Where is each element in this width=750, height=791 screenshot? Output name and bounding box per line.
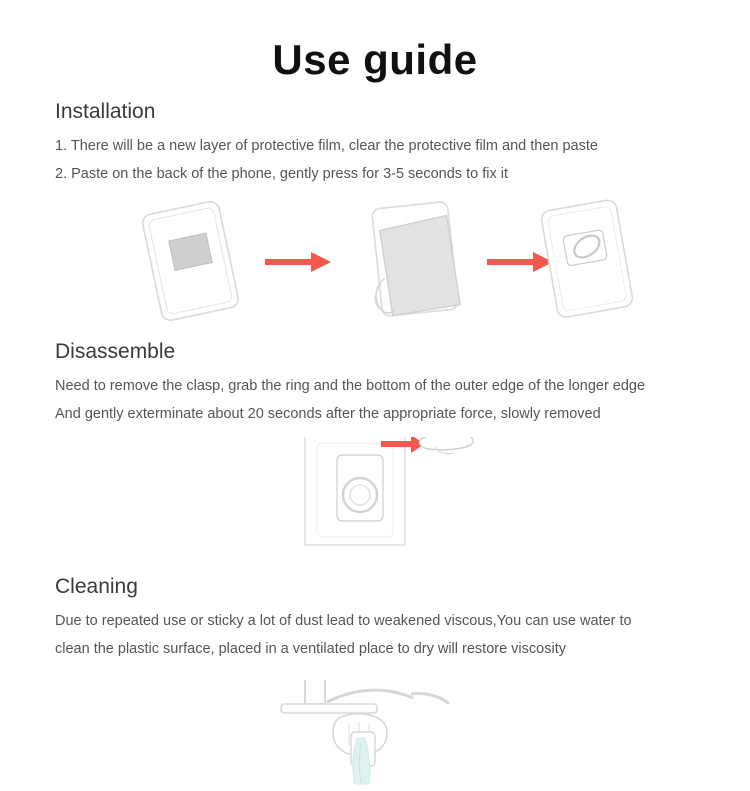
cleaning-diagram (55, 671, 695, 791)
installation-diagram (55, 194, 695, 324)
cleaning-line-1: Due to repeated use or sticky a lot of dust lead to weakened viscous,You can use water to (55, 613, 632, 629)
section-heading-cleaning: Cleaning (55, 575, 138, 598)
use-guide-page (0, 20, 750, 770)
section-heading-disassemble: Disassemble (55, 340, 176, 363)
disassemble-line-1: Need to remove the clasp, grab the ring and the bottom of the outer edge of the longer edge (55, 378, 646, 394)
installation-step-1: 1. There will be a new layer of protective film, clear the protective film and then paste (55, 138, 598, 154)
hand-icon (419, 437, 473, 454)
cleaning-line-2: clean the plastic surface, placed in a ventilated place to dry will restore viscosity (55, 641, 566, 657)
installation-step-2: 2. Paste on the back of the phone, gently press for 3-5 seconds to fix it (55, 166, 508, 182)
section-heading-installation: Installation (55, 100, 156, 123)
installation-illustration (115, 197, 635, 322)
cleaning-illustration (265, 674, 485, 789)
page-title: Use guide (272, 36, 478, 83)
disassemble-illustration (245, 437, 505, 557)
disassemble-line-2: And gently exterminate about 20 seconds after the appropriate force, slowly removed (55, 406, 601, 422)
section-installation (55, 100, 695, 324)
disassemble-diagram (55, 434, 695, 559)
phone-peeling-film-icon (366, 201, 461, 317)
section-disassemble (55, 340, 695, 559)
ring-holder-icon (337, 455, 383, 521)
phone-with-ring-icon (540, 198, 634, 318)
arrow-right-icon-1 (265, 252, 331, 272)
water-stream-icon (353, 738, 370, 784)
arrow-right-icon-2 (487, 252, 553, 272)
section-cleaning (55, 575, 695, 791)
phone-with-film-icon (141, 200, 240, 322)
faucet-icon (281, 680, 449, 713)
